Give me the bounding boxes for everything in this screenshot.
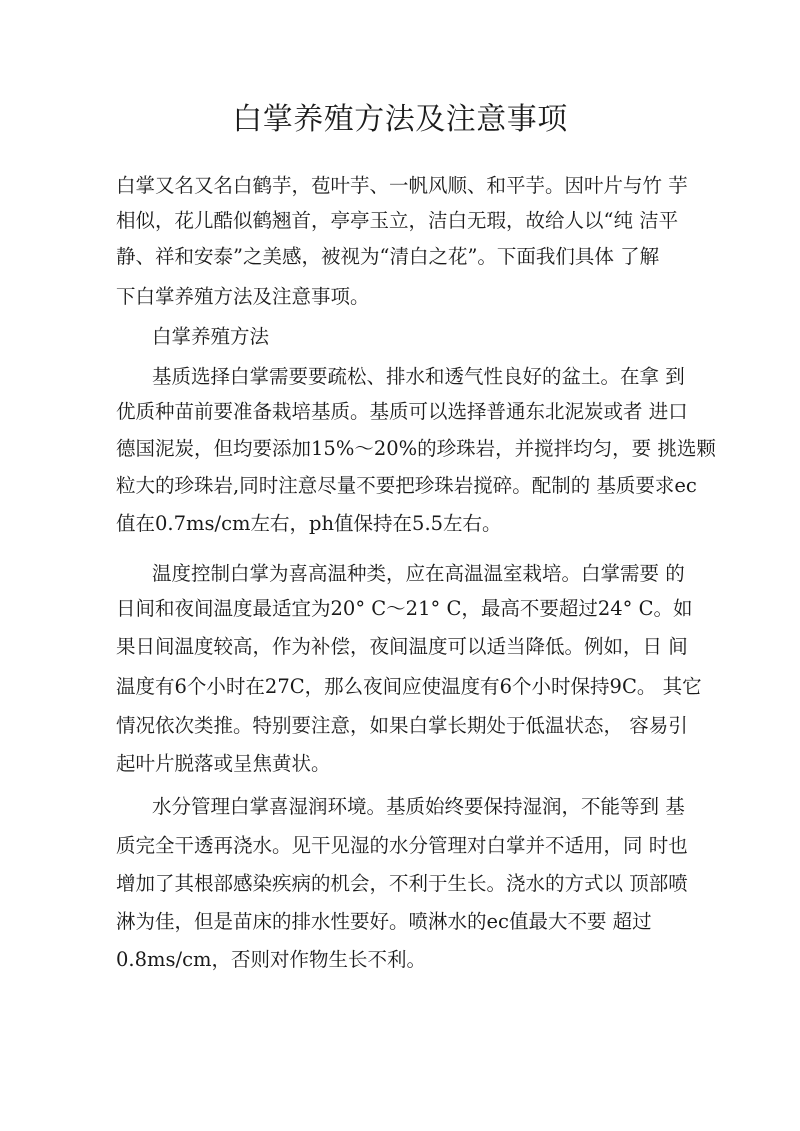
water-line: 增加了其根部感染疾病的机会，不利于生长。浇水的方式以 顶部喷 xyxy=(116,872,688,895)
water-line: 水分管理白掌喜湿润环境。基质始终要保持湿润，不能等到 基 xyxy=(152,795,685,818)
substrate-line: 优质种苗前要准备栽培基质。基质可以选择普通东北泥炭或者 进口 xyxy=(116,400,688,423)
intro-line: 下白掌养殖方法及注意事项。 xyxy=(116,285,370,308)
intro-line: 白掌又名又名白鹤芋，苞叶芋、一帆风顺、和平芋。因叶片与竹 芋 xyxy=(116,174,688,197)
temperature-line: 温度有6个小时在27C，那么夜间应使温度有6个小时保持9C。 其它 xyxy=(116,675,702,698)
temperature-line: 日间和夜间温度最适宜为20° C～21° C，最高不要超过24° C。如 xyxy=(116,597,693,620)
substrate-line: 粒大的珍珠岩,同时注意尽量不要把珍珠岩搅碎。配制的 基质要求ec xyxy=(116,474,697,497)
section-heading: 白掌养殖方法 xyxy=(152,325,270,348)
temperature-line: 温度控制白掌为喜高温种类，应在高温温室栽培。白掌需要 的 xyxy=(152,562,685,585)
intro-line: 静、祥和安泰”之美感，被视为“清白之花”。下面我们具体 了解 xyxy=(116,245,660,268)
temperature-line: 情况依次类推。特别要注意，如果白掌长期处于低温状态， 容易引 xyxy=(116,714,688,737)
water-line: 0.8ms/cm，否则对作物生长不利。 xyxy=(116,948,426,971)
intro-line: 相似，花儿酷似鹤翘首，亭亭玉立，洁白无瑕，故给人以“纯 洁平 xyxy=(116,209,679,232)
substrate-line: 基质选择白掌需要要疏松、排水和透气性良好的盆土。在拿 到 xyxy=(152,365,685,388)
temperature-line: 果日间温度较高，作为补偿，夜间温度可以适当降低。例如，日 间 xyxy=(116,635,688,658)
water-line: 淋为佳，但是苗床的排水性要好。喷淋水的ec值最大不要 超过 xyxy=(116,910,652,933)
temperature-line: 起叶片脱落或呈焦黄状。 xyxy=(116,752,331,775)
substrate-line: 值在0.7ms/cm左右，ph值保持在5.5左右。 xyxy=(116,512,502,535)
substrate-line: 德国泥炭，但均要添加15%～20%的珍珠岩，并搅拌均匀，要 挑选颗 xyxy=(116,437,716,460)
water-line: 质完全干透再浇水。见干见湿的水分管理对白掌并不适用，同 时也 xyxy=(116,834,688,857)
document-title: 白掌养殖方法及注意事项 xyxy=(232,102,568,137)
